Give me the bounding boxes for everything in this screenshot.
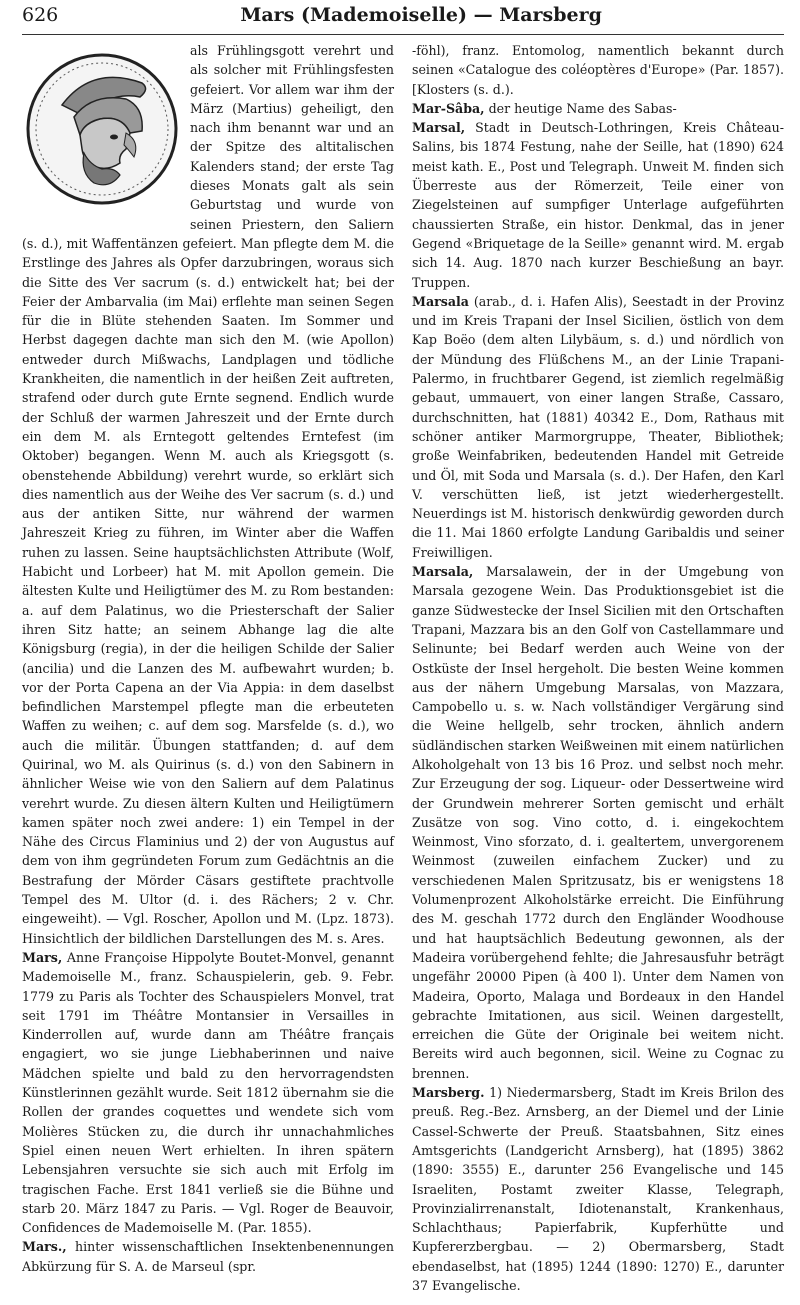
entry-mars-actress-text: Anne Françoise Hippolyte Boutet-Monvel, genannt Mademoiselle M., franz. Schauspielerin, geb. 9. Febr. 1779 zu Paris als Tochter des Schauspielers Monvel, trat seit 1791 im Théâtre Montansier in Versailles in Kinderrollen auf, wurde dann am Théâtre français engagiert, wo sie junge Liebhaberinnen und naive Mädchen spielte und bald zu den hervorragendsten Künstlerinnen gezählt wurde. Seit 1812 übernahm sie die Rollen der grandes coquettes und wendete sich vom Molières Stücken zu, die durch ihr unnachahmliches Spiel einen neuen Wert erhielten. In ihren spätern Lebensjahren versuchte sie sich auch mit Erfolg im tragischen Fache. Erst 1841 verließ sie die Bühne und starb 20. März 1847 zu Paris. — Vgl. Roger de Beauvoir, Confidences de Mademoiselle M. (Par. 1855). (22, 949, 394, 1236)
text-columns (22, 41, 784, 1295)
coin-mars-helmeted-head-icon (22, 45, 182, 213)
right-column (412, 41, 784, 1295)
entry-marsala-wine-text: Marsalawein, der in der Umgebung von Marsala gezogene Wein. Das Produktionsgebiet ist die ganze Südwestecke der Insel Sicilien mit den Ortschaften Trapani, Mazzara bis an den Golf von Castellammare und Selinunte; bei Bedarf werden auch Weine von der Ostküste der Insel hergeholt. Die besten Weine kommen aus der nähern Umgebung Marsalas, von Mazzara, Campobello u. s. w. Nach vollständiger Vergärung sind die Weine hellgelb, sehr trocken, ähnlich andern südländischen starken Weißweinen mit einem natürlichen Alkoholgehalt von 13 bis 16 Proz. und selbst noch mehr. Zur Erzeugung der sog. Liqueur- oder Dessertweine wird der Grundwein mehrerer Sorten gemischt und erhält Zusätze von sog. Vino cotto, d. i. eingekochtem Weinmost, Vino sforzato, d. i. gealtertem, unvergorenem Weinmost (zuweilen einfachem Zucker) und zu verschiedenen Malen Spritzusatz, bis er wenigstens 18 Volumenprozent Alkoholstärke erreicht. Die Einführung des M. geschah 1772 durch den Engländer Woodhouse und hat hauptsächlich Bedeutung gewonnen, als der Madeira vorübergehend fehlte; die Jahresausfuhr beträgt ungefähr 20000 Pipen (à 400 l). Unter dem Namen von Madeira, Oporto, Malaga und Bordeaux in den Handel gebrachte Imitationen, aus sicil. Weinen dargestellt, erreichen die Güte der Originale bei weitem nicht. Bereits wird auch begonnen, sicil. Weine zu Cognac zu brennen. (412, 564, 784, 1081)
lemma-marsberg: Marsberg. (412, 1085, 485, 1101)
left-column (22, 41, 394, 1295)
entry-mars-entomologist-text: hinter wissenschaftlichen Insektenbenennungen Abkürzung für S. A. de Marseul (spr. (22, 1239, 394, 1274)
lemma-marsala-wine: Marsala, (412, 564, 474, 580)
entry-mar-saba (412, 99, 784, 118)
entry-mars-god-text: als Frühlingsgott verehrt und als solcher mit Frühlingsfesten gefeiert. Vor allem war ihm der März (Martius) geheiligt, den nach ihm benannt war und an der Spitze des altitalischen Kalenders stand; der erste Tag dieses Monats galt als sein Geburtstag und wurde von seinen Priestern, den Saliern (s. d.), mit Waffentänzen gefeiert. Man pflegte dem M. die Erstlinge des Jahres als Opfer darzubringen, woraus sich die Sitte des Ver sacrum (s. d.) entwickelt hat; bei der Feier der Ambarvalia (im Mai) erflehte man seinen Segen für die in Blüte stehenden Saaten. Im Sommer und Herbst dagegen dachte man sich den M. (wie Apollon) entweder durch Mißwachs, Landplagen und tödliche Krankheiten, die namentlich in der heißen Zeit auftreten, strafend oder durch gute Ernte segnend. Endlich wurde der Schluß der warmen Jahreszeit und der Ernte durch ein dem M. als Erntegott geltendes Erntefest (im Oktober) begangen. Wenn M. auch als Kriegsgott (s. obenstehende Abbildung) verehrt wurde, so erklärt sich dies namentlich aus der Weihe des Ver sacrum (s. d.) und aus der antiken Sitte, nur während der warmen Jahreszeit Krieg zu führen, im Winter aber die Waffen ruhen zu lassen. Seine hauptsächlichsten Attribute (Wolf, Habicht und Lorbeer) hat M. mit Apollon gemein. Die ältesten Kulte und Heiligtümer des M. zu Rom bestanden: a. auf dem Palatinus, wo die Priesterschaft der Salier ihren Sitz hatte; an seinem Abhange lag die alte Königsburg (regia), in der die heiligen Schilde der Salier (ancilia) und die Lanzen des M. aufbewahrt wurden; b. vor der Porta Capena an der Via Appia: in dem daselbst befindlichen Marstempel pflegte man die erbeuteten Waffen zu weihen; c. auf dem sog. Marsfelde (s. d.), wo auch die militär. Übungen stattfanden; d. auf dem Quirinal, wo M. als Quirinus (s. d.) von den Sabinern in ähnlicher Weise wie von den Saliern auf dem Palatinus verehrt wurde. Zu diesen ältern Kulten und Heiligtümern kamen später noch zwei andere: 1) ein Tempel in der Nähe des Circus Flaminius und 2) der von Augustus auf dem von ihm gegründeten Forum zum Gedächtnis an die Bestrafung der Mörder Cäsars gestiftete prachtvolle Tempel des M. Ultor (d. i. des Rächers; 2 v. Chr. eingeweiht). — Vgl. Roscher, Apollon und M. (Lpz. 1873). Hinsichtlich der bildlichen Darstellungen des M. s. Ares. (22, 43, 394, 946)
page-number: 626 (22, 4, 59, 26)
entry-marsala-wine (412, 562, 784, 1083)
lemma-marsala: Marsala (412, 293, 469, 309)
lemma-mars-actress: Mars, (22, 949, 63, 965)
coin-illustration (22, 45, 182, 213)
lemma-marsal: Marsal, (412, 120, 466, 136)
page-header (22, 4, 784, 35)
entry-continuation: -föhl), franz. Entomolog, namentlich bekannt durch seinen «Catalogue des coléoptères d'Europe» (Par. 1857). [Klosters (s. d.). (412, 43, 784, 97)
lemma-mars-entomologist: Mars., (22, 1239, 67, 1255)
entry-mars-entomologist (22, 1237, 394, 1276)
entry-marsberg (412, 1083, 784, 1295)
entry-mar-saba-text: der heutige Name des Sabas- (484, 100, 677, 116)
entry-marsberg-text: 1) Niedermarsberg, Stadt im Kreis Brilon des preuß. Reg.-Bez. Arnsberg, an der Diemel und der Linie Cassel-Schwerte der Preuß. Staatsbahnen, Sitz eines Amtsgerichts (Landgericht Arnsberg), hat (1895) 3862 (1890: 3555) E., darunter 256 Evangelische und 145 Israeliten, Postamt zweiter Klasse, Telegraph, Provinzialirrenanstalt, Idiotenanstalt, Krankenhaus, Schlachthaus; Papierfabrik, Kupferhütte und Kupfererzbergbau. — 2) Obermarsberg, Stadt ebendaselbst, hat (1895) 1244 (1890: 1270) E., darunter 37 Evangelische. (412, 1085, 784, 1293)
running-head: Mars (Mademoiselle) — Marsberg (240, 4, 602, 26)
entry-marsala-text: (arab., d. i. Hafen Alis), Seestadt in der Provinz und im Kreis Trapani der Insel Sicilien, östlich von dem Kap Boëo (dem alten Lilybäum, s. d.) und nördlich von der Mündung des Flüßchens M., an der Linie Trapani-Palermo, in fruchtbarer Gegend, ist ziemlich regelmäßig gebaut, ummauert, von einer langen Straße, Cassaro, durchschnitten, hat (1881) 40342 E., Dom, Rathaus mit schöner antiker Marmorgruppe, Theater, Bibliothek; große Weinfabriken, bedeutenden Handel mit Getreide und Öl, mit Soda und Marsala (s. d.). Der Hafen, den Karl V. verschütten ließ, ist jetzt wiederhergestellt. Neuerdings ist M. historisch denkwürdig geworden durch die 11. Mai 1860 erfolgte Landung Garibaldis und seiner Freiwilligen. (412, 293, 784, 560)
entry-marsal-text: Stadt in Deutsch-Lothringen, Kreis Château-Salins, bis 1874 Festung, nahe der Seille, hat (1890) 624 meist kath. E., Post und Telegraph. Unweit M. finden sich Überreste aus der Römerzeit, Teile einer von Ziegelsteinen auf sumpfiger Unterlage aufgeführten chaussierten Straße, ein histor. Denkmal, das in jener Gegend «Briquetage de la Seille» genannt wird. M. ergab sich 14. Aug. 1870 nach kurzer Beschießung an bayr. Truppen. (412, 120, 784, 290)
entry-marsal (412, 118, 784, 292)
entry-marsala (412, 292, 784, 562)
lemma-mar-saba: Mar-Sâba, (412, 100, 485, 116)
entry-mars-actress (22, 948, 394, 1237)
